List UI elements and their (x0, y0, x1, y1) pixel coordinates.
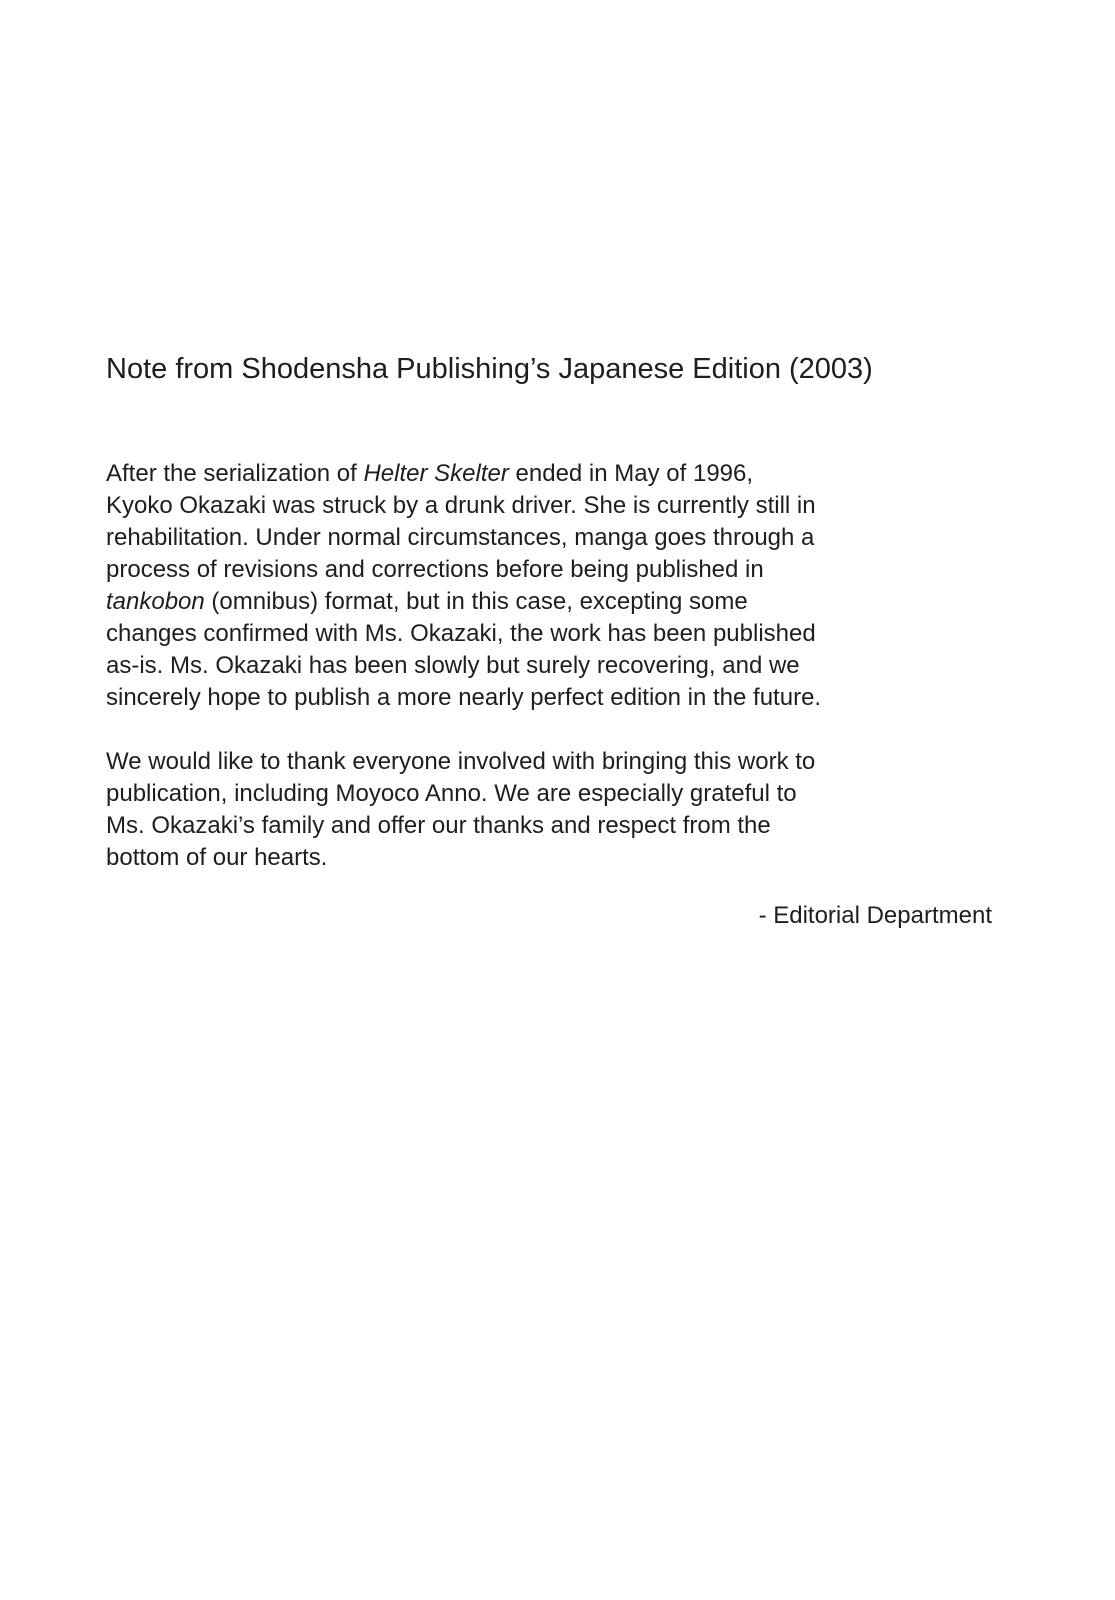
text-line: as-is. Ms. Okazaki has been slowly but surely recovering, and we (106, 652, 800, 679)
text-segment: (omnibus) format, but in this case, excepting some (204, 588, 748, 615)
text-line: publication, including Moyoco Anno. We are especially grateful to (106, 780, 797, 807)
text-line (106, 586, 1046, 618)
editorial-signature: - Editorial Department (758, 902, 992, 929)
text-segment: After the serialization of (106, 460, 364, 487)
page-title: Note from Shodensha Publishing’s Japanese Edition (2003) (106, 353, 873, 385)
text-line: Kyoko Okazaki was struck by a drunk driver. She is currently still in (106, 492, 816, 519)
text-segment: ended in May of 1996, (508, 460, 754, 487)
text-line: sincerely hope to publish a more nearly perfect edition in the future. (106, 684, 822, 711)
text-line: process of revisions and corrections before being published in (106, 556, 764, 583)
text-line: Ms. Okazaki’s family and offer our thanks and respect from the (106, 812, 771, 839)
italic-term-tankobon: tankobon (106, 588, 205, 615)
text-line: bottom of our hearts. (106, 844, 328, 871)
text-line: rehabilitation. Under normal circumstances, manga goes through a (106, 524, 815, 551)
text-line (106, 458, 1046, 490)
paragraph-spacer (106, 714, 1046, 746)
paragraph-circumstances (106, 458, 1046, 714)
paragraph-thanks (106, 746, 1046, 874)
text-line: changes confirmed with Ms. Okazaki, the work has been published (106, 620, 816, 647)
note-body (106, 458, 1046, 874)
italic-title-helter-skelter: Helter Skelter (363, 460, 509, 487)
text-line: We would like to thank everyone involved with bringing this work to (106, 748, 816, 775)
